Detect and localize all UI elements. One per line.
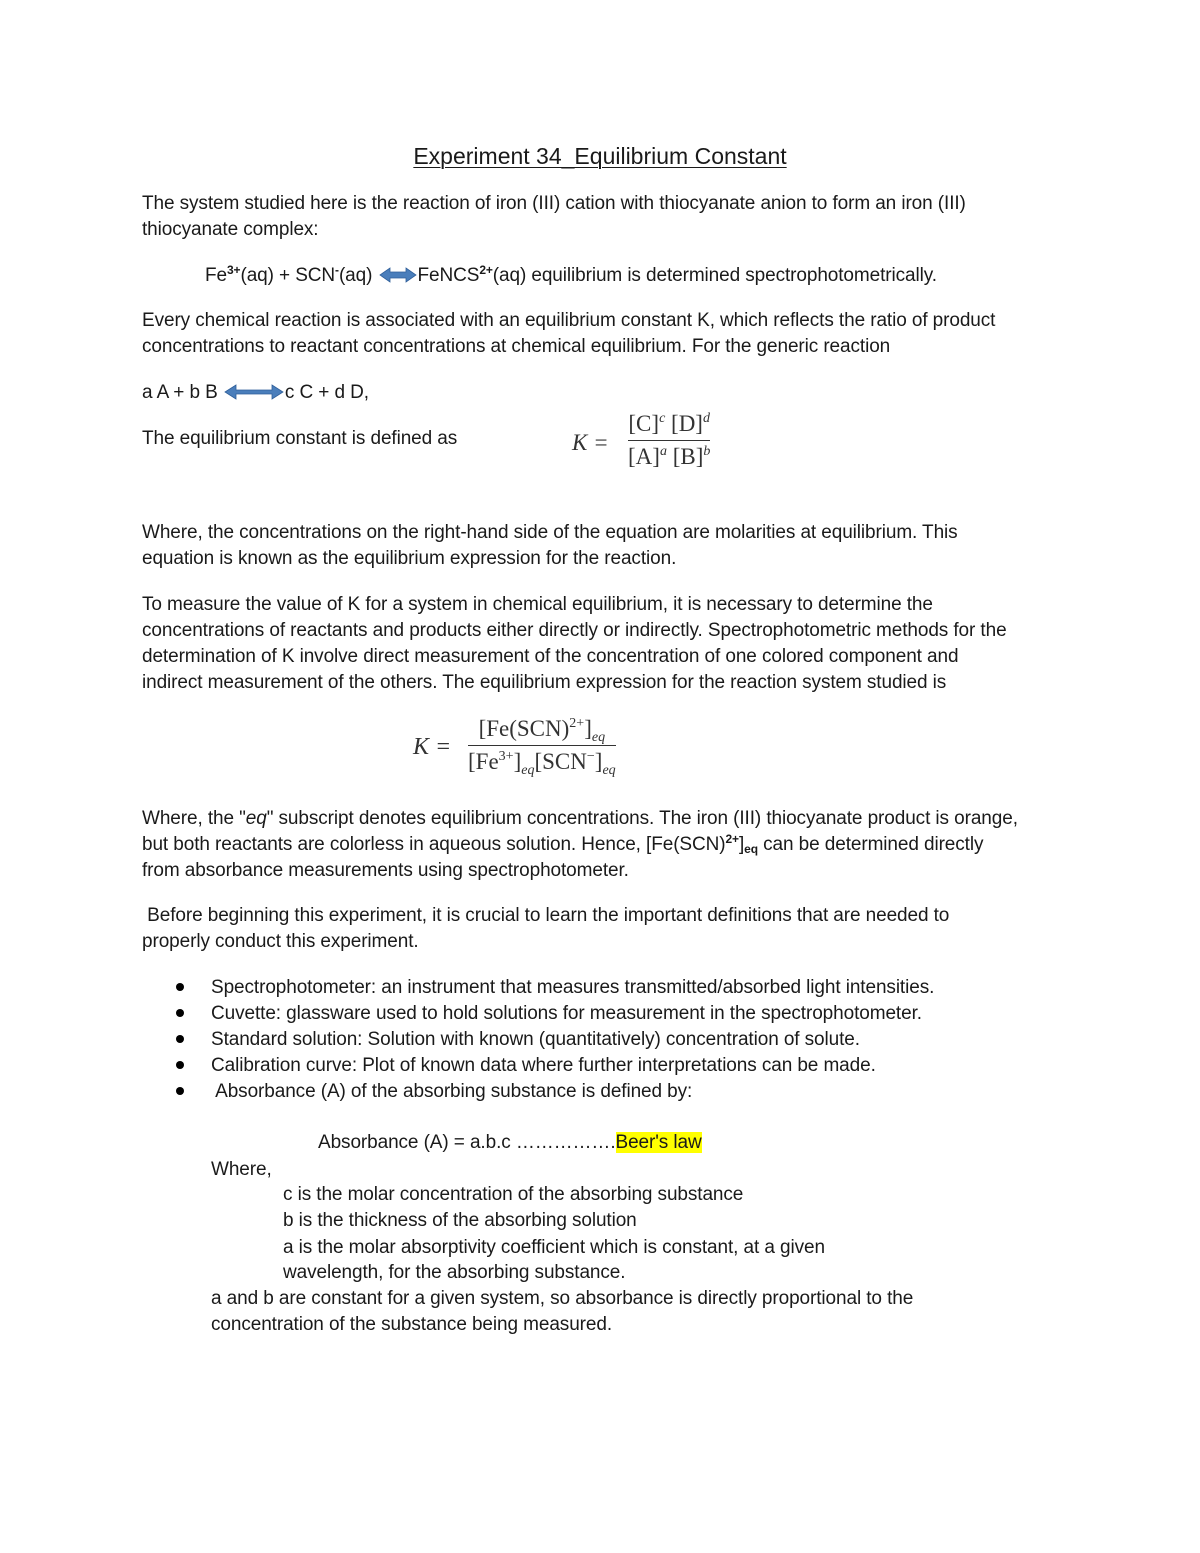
para4-line-2: but both reactants are colorless in aqueous solution. Hence, $[Fe(SCN)^{2+}]_{eq}$ can be determined directly: [142, 832, 984, 856]
eq1-numerator: $[C]^c$ $[D]^d$: [628, 411, 710, 436]
eq1-lhs: K =: [572, 430, 609, 455]
eq2-denominator: $[Fe^{3+}]_{eq}[SCN^-]_{eq}$: [468, 749, 616, 779]
beers-law-highlight: Beer's law: [615, 1132, 702, 1153]
def-c: c is the molar concentration of the absorbing substance: [283, 1184, 744, 1205]
closing-line-2: concentration of the substance being measured.: [211, 1314, 612, 1335]
eq2-fraction-bar: [468, 745, 616, 746]
fe-charge: 3+: [226, 263, 241, 277]
intro-line-1: The system studied here is the reaction of iron (III) cation with thiocyanate anion to form an iron (III): [142, 193, 966, 214]
bullet-dot-icon: [176, 1061, 184, 1069]
product-charge: 2+: [479, 263, 493, 277]
double-arrow-icon: [378, 266, 418, 284]
product-fencs: FeNCS: [417, 265, 480, 286]
para2-line-1: Where, the concentrations on the right-hand side of the equation are molarities at equilibrium. This: [142, 522, 958, 543]
beers-law-line: [318, 1130, 702, 1156]
para1-line-1: Every chemical reaction is associated with an equilibrium constant K, which reflects the ratio of product: [142, 310, 996, 331]
def-a-line-1: a is the molar absorptivity coefficient which is constant, at a given: [283, 1237, 825, 1258]
reaction-part-3: (aq) equilibrium is determined spectrophotometrically.: [492, 265, 937, 286]
generic-reaction: [142, 380, 369, 406]
eq2-lhs: K =: [413, 734, 452, 760]
reactant-fe: Fe: [205, 265, 227, 286]
para3-line-4: indirect measurement of the others. The equilibrium expression for the reaction system studied is: [142, 672, 947, 693]
beers-law-formula: Absorbance (A) = a.b.c …………….: [318, 1132, 616, 1153]
para4-line-1: Where, the "eq" subscript denotes equilibrium concentrations. The iron (III) thiocyanate product is orange,: [142, 808, 1018, 829]
eq2-numerator: $[Fe(SCN)^{2+}]_{eq}$: [478, 716, 606, 745]
para2-line-2: equation is known as the equilibrium expression for the reaction.: [142, 548, 677, 569]
bullet-dot-icon: [176, 983, 184, 991]
para4-line-3: from absorbance measurements using spectrophotometer.: [142, 860, 629, 881]
para5-line-1: Before beginning this experiment, it is crucial to learn the important definitions that are needed to: [142, 905, 950, 926]
reaction-part-2: (aq): [338, 265, 373, 286]
eq2-fraction: [468, 715, 616, 779]
bullet-item: Absorbance (A) of the absorbing substance is defined by:: [211, 1081, 693, 1102]
generic-left: a A + b B: [142, 382, 218, 403]
para3-line-2: concentrations of reactants and products either directly or indirectly. Spectrophotometric methods for the: [142, 620, 1007, 641]
where-label: Where,: [211, 1159, 272, 1180]
bullet-item: Calibration curve: Plot of known data where further interpretations can be made.: [211, 1055, 876, 1076]
page-title: Experiment 34_Equilibrium Constant: [413, 143, 787, 169]
bullet-dot-icon: [176, 1009, 184, 1017]
bullet-dot-icon: [176, 1087, 184, 1095]
para3-line-1: To measure the value of K for a system in chemical equilibrium, it is necessary to determine the: [142, 594, 933, 615]
eq1-fraction: [628, 410, 710, 471]
reaction-equation: [205, 263, 937, 289]
bullet-dot-icon: [176, 1035, 184, 1043]
defined-as-text: The equilibrium constant is defined as: [142, 428, 458, 449]
scn-charge: -: [335, 263, 339, 277]
reaction-part-1: (aq) + SCN: [240, 265, 336, 286]
bullet-item: Standard solution: Solution with known (quantitatively) concentration of solute.: [211, 1029, 860, 1050]
eq1-denominator: $[A]^a$ $[B]^b$: [628, 444, 711, 470]
generic-right: c C + d D,: [284, 382, 369, 403]
para3-line-3: determination of K involve direct measurement of the concentration of one colored component and: [142, 646, 959, 667]
double-arrow-icon: [223, 383, 285, 401]
para1-line-2: concentrations to reactant concentrations at chemical equilibrium. For the generic reaction: [142, 336, 891, 357]
bullet-item: Cuvette: glassware used to hold solutions for measurement in the spectrophotometer.: [211, 1003, 922, 1024]
bullet-item: Spectrophotometer: an instrument that measures transmitted/absorbed light intensities.: [211, 977, 935, 998]
def-b: b is the thickness of the absorbing solution: [283, 1210, 637, 1231]
para5-line-2: properly conduct this experiment.: [142, 931, 419, 952]
closing-line-1: a and b are constant for a given system, so absorbance is directly proportional to the: [211, 1288, 914, 1309]
eq1-fraction-bar: [628, 440, 710, 441]
intro-line-2: thiocyanate complex:: [142, 219, 319, 240]
def-a-line-2: wavelength, for the absorbing substance.: [283, 1262, 626, 1283]
